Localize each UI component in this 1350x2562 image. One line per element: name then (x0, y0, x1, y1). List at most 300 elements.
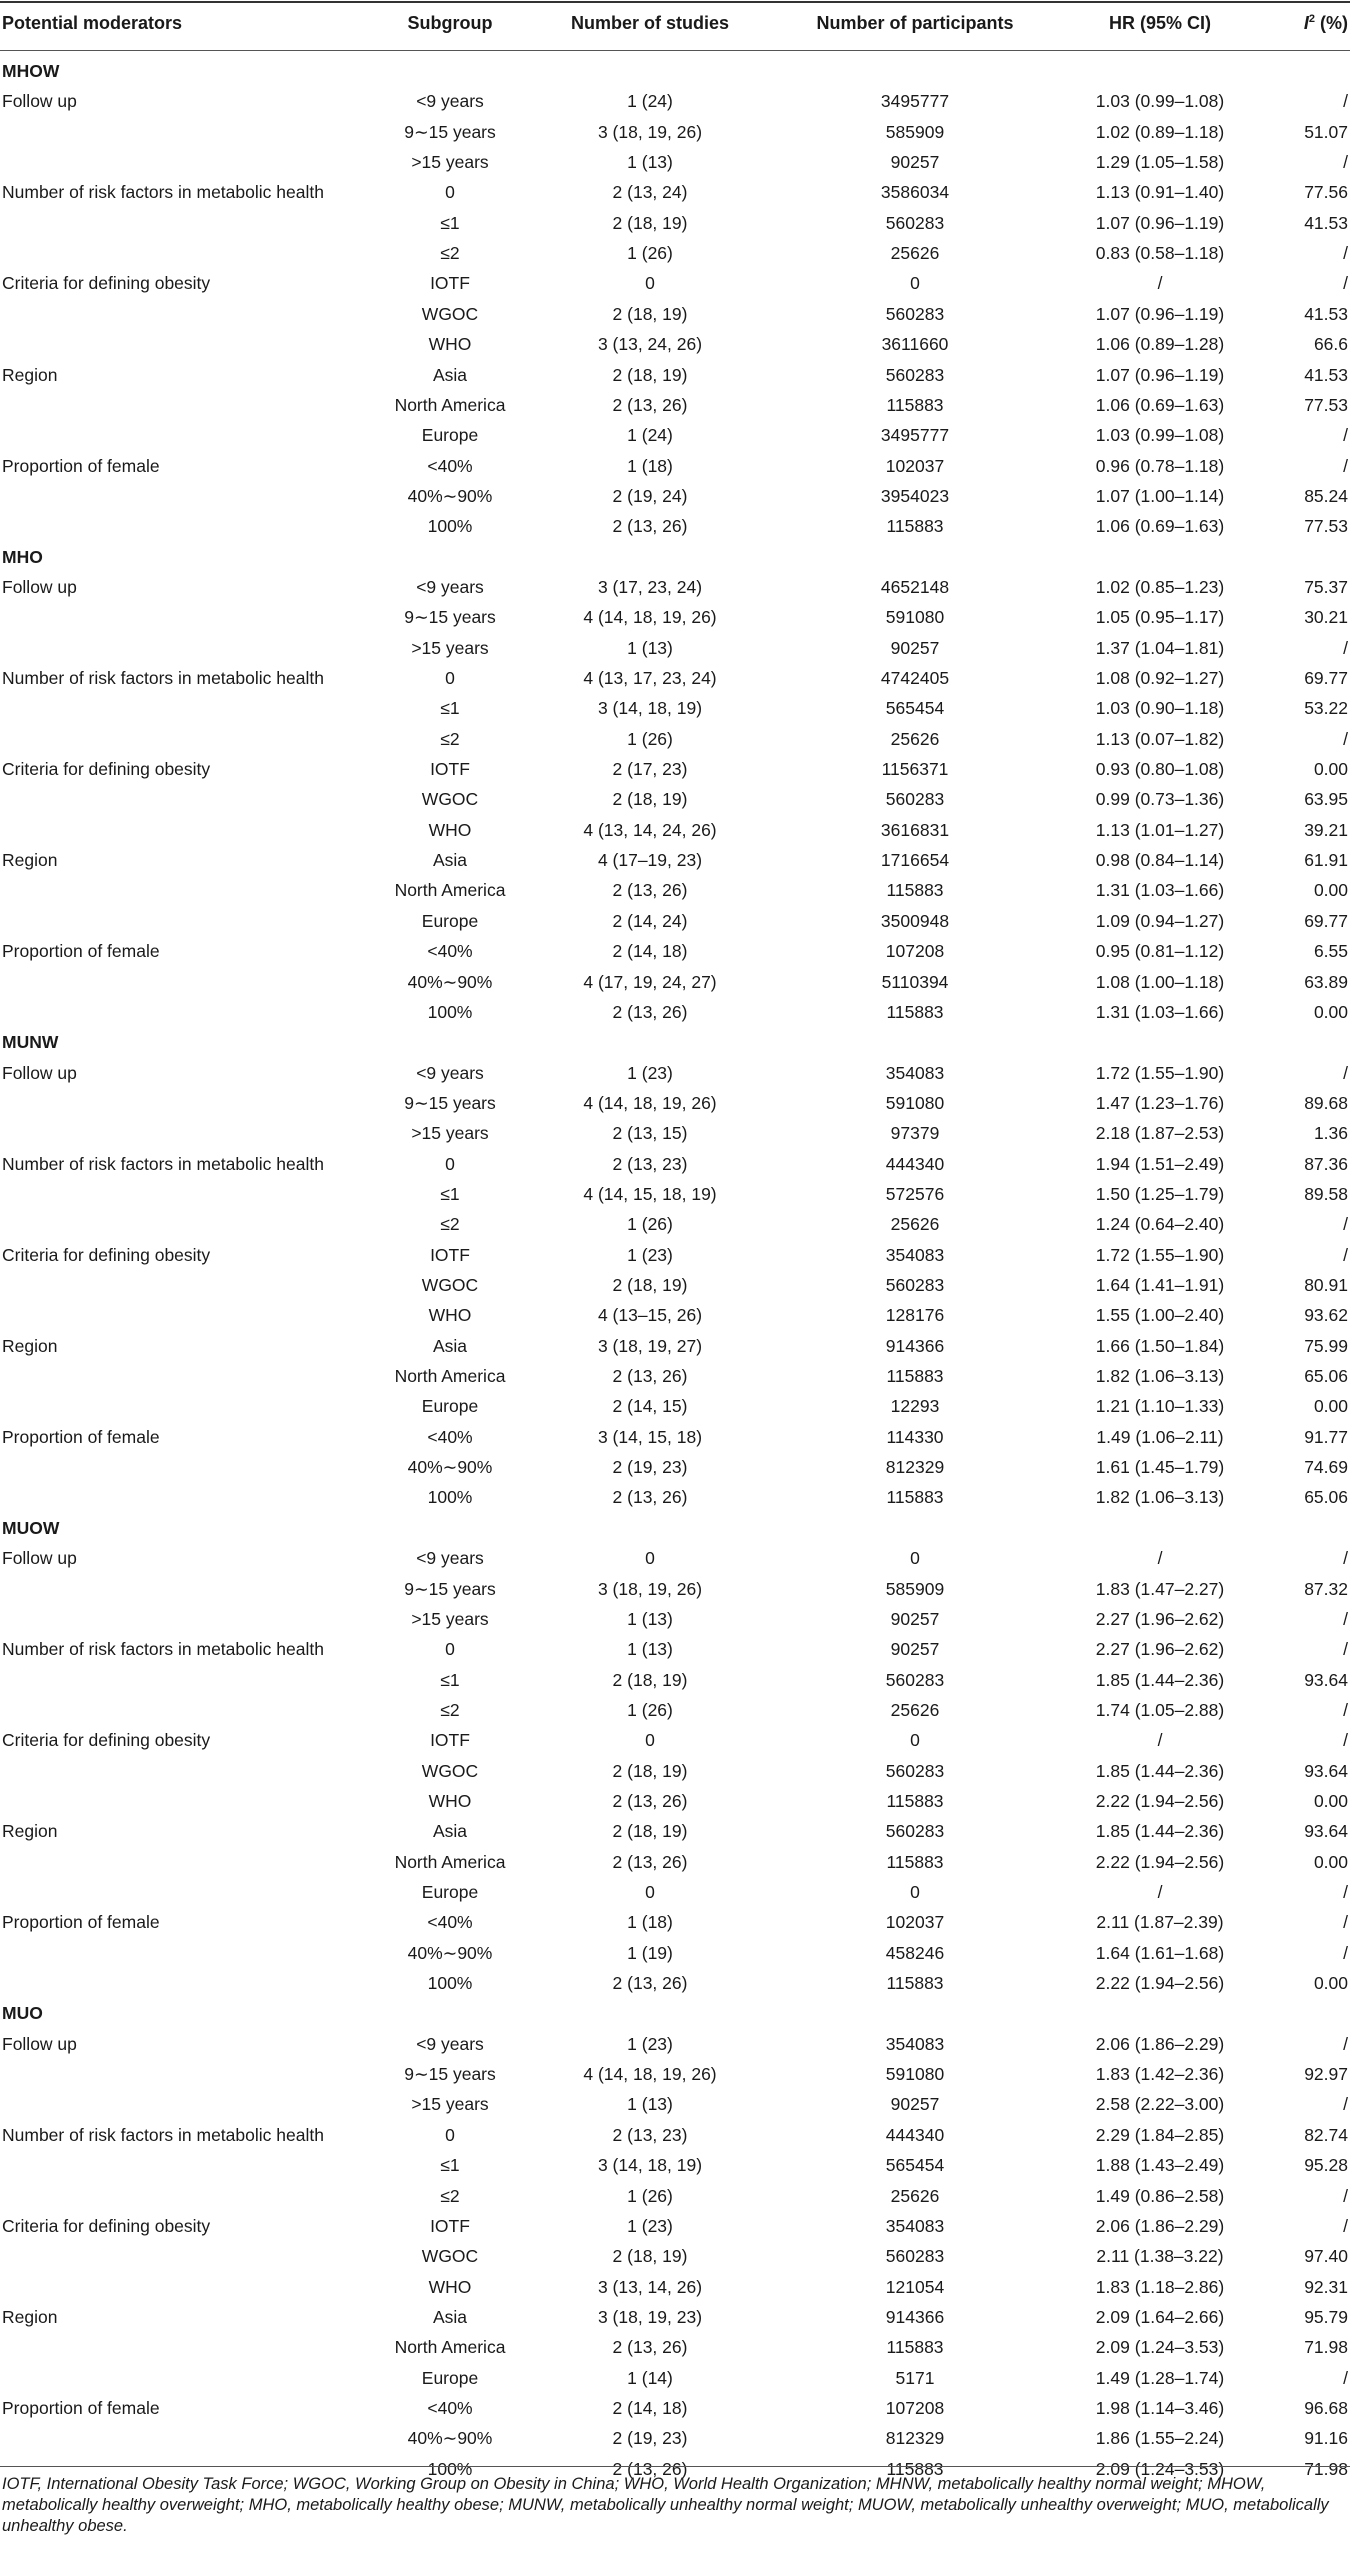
cell-studies: 1 (13) (627, 1639, 673, 1660)
cell-hr: 2.27 (1.96–2.62) (1095, 1608, 1225, 1629)
cell-i2: / (1343, 1912, 1348, 1933)
cell-subgroup: 100% (427, 1973, 473, 1994)
cell-participants: 3616831 (880, 819, 950, 840)
cell-moderator: Proportion of female (2, 1912, 160, 1933)
cell-subgroup: ≤1 (440, 2155, 460, 2176)
cell-moderator: Criteria for defining obesity (2, 759, 211, 780)
cell-participants: 354083 (885, 2215, 945, 2236)
table-row (0, 1301, 1350, 1331)
cell-participants: 585909 (885, 1578, 945, 1599)
cell-subgroup: WGOC (421, 2246, 479, 2267)
cell-studies: 1 (23) (627, 1062, 673, 1083)
table-row (0, 573, 1350, 603)
cell-participants: 560283 (885, 2246, 945, 2267)
cell-hr: 1.03 (0.99–1.08) (1095, 425, 1225, 446)
cell-participants: 3954023 (880, 485, 950, 506)
cell-i2: / (1343, 1244, 1348, 1265)
cell-subgroup: 100% (427, 516, 473, 537)
group-header-row (0, 57, 1350, 87)
cell-studies: 2 (18, 19) (612, 789, 688, 810)
cell-i2: / (1343, 1214, 1348, 1235)
cell-subgroup: ≤2 (440, 1699, 460, 1720)
cell-participants: 354083 (885, 1244, 945, 1265)
cell-hr: 1.09 (0.94–1.27) (1095, 910, 1225, 931)
cell-subgroup: 9∼15 years (404, 1578, 496, 1599)
cell-studies: 2 (18, 19) (612, 1760, 688, 1781)
cell-studies: 4 (14, 15, 18, 19) (583, 1183, 717, 1204)
table-row (0, 2424, 1350, 2454)
cell-i2: 66.6 (1313, 334, 1348, 355)
table-row (0, 1605, 1350, 1635)
cell-subgroup: 40%∼90% (407, 2428, 493, 2449)
cell-studies: 4 (17–19, 23) (597, 850, 703, 871)
cell-studies: 2 (13, 23) (612, 2124, 688, 2145)
cell-hr: 1.07 (0.96–1.19) (1095, 303, 1225, 324)
cell-participants: 25626 (890, 2185, 940, 2206)
cell-participants: 0 (910, 1882, 920, 1902)
table-row (0, 209, 1350, 239)
cell-moderator: Proportion of female (2, 2397, 160, 2418)
cell-subgroup: >15 years (411, 637, 489, 658)
cell-hr: 1.07 (0.96–1.19) (1095, 364, 1225, 385)
cell-studies: 2 (13, 15) (612, 1123, 688, 1144)
cell-i2: 65.06 (1304, 1487, 1348, 1508)
cell-participants: 115883 (886, 1973, 944, 1994)
cell-subgroup: Asia (432, 1335, 468, 1356)
cell-participants: 914366 (885, 2306, 945, 2327)
table-row (0, 1210, 1350, 1240)
cell-studies: 1 (13) (627, 637, 673, 658)
cell-studies: 1 (19) (627, 1942, 673, 1963)
cell-studies: 1 (26) (627, 243, 673, 264)
cell-studies: 4 (13, 17, 23, 24) (583, 668, 717, 688)
cell-studies: 2 (13, 26) (612, 1851, 688, 1872)
table-row (0, 1666, 1350, 1696)
cell-i2: / (1343, 243, 1348, 264)
cell-hr: 1.05 (0.95–1.17) (1095, 607, 1225, 628)
cell-studies: 2 (13, 26) (612, 1366, 688, 1387)
cell-i2: 96.68 (1304, 2397, 1348, 2418)
group-label: MUO (2, 2003, 43, 2024)
table-row (0, 512, 1350, 542)
cell-subgroup: <9 years (416, 1062, 484, 1083)
cell-participants: 0 (910, 1548, 920, 1569)
cell-participants: 591080 (885, 607, 945, 628)
cell-studies: 3 (14, 18, 19) (597, 698, 703, 719)
cell-hr: 2.22 (1.94–2.56) (1095, 1973, 1225, 1994)
cell-participants: 5110394 (881, 971, 949, 992)
cell-participants: 25626 (890, 1214, 940, 1235)
table-row (0, 755, 1350, 785)
cell-i2: 69.77 (1304, 910, 1348, 931)
cell-participants: 812329 (885, 1457, 945, 1478)
cell-hr: 1.49 (1.28–1.74) (1095, 2367, 1225, 2388)
cell-subgroup: Asia (432, 850, 468, 871)
cell-studies: 3 (18, 19, 26) (597, 1578, 703, 1599)
table-row (0, 2212, 1350, 2242)
cell-participants: 0 (910, 273, 920, 294)
cell-i2: / (1343, 455, 1348, 476)
cell-hr: 1.72 (1.55–1.90) (1095, 1244, 1225, 1265)
table-row (0, 2030, 1350, 2060)
cell-subgroup: 40%∼90% (407, 971, 493, 992)
cell-hr: 1.13 (0.07–1.82) (1095, 728, 1225, 749)
cell-participants: 458246 (885, 1942, 945, 1963)
cell-studies: 0 (645, 1548, 655, 1569)
cell-hr: 1.74 (1.05–2.88) (1095, 1699, 1225, 1720)
cell-hr: 1.82 (1.06–3.13) (1095, 1366, 1225, 1387)
cell-participants: 591080 (885, 1092, 945, 1113)
cell-hr: 1.13 (0.91–1.40) (1095, 182, 1225, 203)
cell-hr: 1.06 (0.89–1.28) (1095, 334, 1225, 355)
cell-subgroup: 9∼15 years (404, 121, 496, 142)
cell-hr: 0.93 (0.80–1.08) (1095, 759, 1225, 780)
cell-hr: 0.83 (0.58–1.18) (1095, 243, 1225, 264)
cell-hr: 2.11 (1.87–2.39) (1096, 1912, 1224, 1933)
table-row (0, 603, 1350, 633)
cell-participants: 102037 (885, 1912, 945, 1933)
cell-studies: 0 (645, 1882, 655, 1902)
cell-hr: 1.03 (0.99–1.08) (1095, 91, 1225, 112)
table-row (0, 330, 1350, 360)
table-row (0, 2242, 1350, 2272)
header-i2 (1304, 13, 1348, 34)
header-hr: HR (95% CI) (1108, 13, 1211, 33)
cell-hr: 1.66 (1.50–1.84) (1095, 1335, 1225, 1356)
header-subgroup: Subgroup (407, 13, 493, 33)
cell-moderator: Criteria for defining obesity (2, 273, 211, 294)
table-row (0, 1241, 1350, 1271)
cell-hr: 1.24 (0.64–2.40) (1095, 1214, 1225, 1235)
cell-i2: / (1343, 2033, 1348, 2054)
cell-subgroup: <40% (427, 455, 473, 476)
cell-hr: 1.85 (1.44–2.36) (1095, 1821, 1225, 1842)
cell-i2: 61.91 (1304, 850, 1348, 871)
cell-studies: 4 (14, 18, 19, 26) (583, 2064, 717, 2085)
group-label: MHO (2, 546, 43, 567)
cell-hr: 1.85 (1.44–2.36) (1095, 1760, 1225, 1781)
cell-i2: 93.62 (1304, 1305, 1348, 1326)
cell-studies: 2 (19, 23) (612, 1457, 688, 1478)
cell-participants: 90257 (890, 2094, 940, 2115)
cell-subgroup: ≤1 (440, 1183, 460, 1204)
cell-hr: / (1157, 273, 1163, 294)
cell-moderator: Follow up (2, 1548, 77, 1569)
cell-moderator: Number of risk factors in metabolic health (2, 182, 324, 203)
cell-subgroup: 9∼15 years (404, 607, 496, 628)
cell-i2: 77.53 (1304, 516, 1348, 537)
cell-studies: 1 (18) (627, 1912, 673, 1933)
table-row (0, 1544, 1350, 1574)
table-row (0, 421, 1350, 451)
cell-studies: 4 (17, 19, 24, 27) (583, 971, 717, 992)
table-row (0, 239, 1350, 269)
cell-participants: 4652148 (880, 576, 950, 597)
cell-moderator: Proportion of female (2, 941, 160, 962)
cell-participants: 1156371 (881, 759, 949, 780)
cell-subgroup: ≤2 (440, 2185, 460, 2206)
cell-studies: 2 (14, 18) (612, 941, 688, 962)
cell-studies: 3 (13, 24, 26) (597, 334, 703, 355)
cell-participants: 560283 (885, 789, 945, 810)
table-row (0, 725, 1350, 755)
table-row (0, 1119, 1350, 1149)
cell-subgroup: IOTF (430, 1244, 470, 1265)
cell-hr: 1.83 (1.18–2.86) (1095, 2276, 1225, 2297)
cell-subgroup: Asia (432, 2306, 468, 2327)
table-row (0, 968, 1350, 998)
cell-i2: 77.53 (1304, 394, 1348, 415)
cell-studies: 1 (26) (627, 728, 673, 749)
cell-studies: 2 (13, 24) (612, 182, 688, 203)
cell-participants: 565454 (885, 698, 945, 719)
cell-i2: / (1343, 2215, 1348, 2236)
cell-participants: 0 (910, 1730, 920, 1751)
cell-participants: 3586034 (880, 182, 950, 203)
cell-i2: 93.64 (1304, 1669, 1348, 1690)
cell-studies: 3 (14, 18, 19) (597, 2155, 703, 2176)
cell-i2: 71.98 (1304, 2458, 1348, 2479)
cell-hr: 0.98 (0.84–1.14) (1095, 850, 1225, 871)
table-row (0, 998, 1350, 1028)
cell-studies: 1 (14) (627, 2367, 673, 2388)
cell-studies: 1 (23) (627, 2033, 673, 2054)
cell-participants: 560283 (885, 1821, 945, 1842)
cell-studies: 2 (13, 23) (612, 1153, 688, 1174)
table-row (0, 1757, 1350, 1787)
cell-subgroup: IOTF (430, 759, 470, 780)
cell-i2: 0.00 (1313, 1973, 1348, 1994)
cell-hr: 2.06 (1.86–2.29) (1095, 2215, 1225, 2236)
cell-participants: 585909 (885, 121, 945, 142)
table-row (0, 1726, 1350, 1756)
cell-participants: 444340 (885, 2124, 945, 2145)
cell-studies: 4 (14, 18, 19, 26) (583, 1092, 717, 1113)
cell-hr: 1.64 (1.41–1.91) (1095, 1275, 1225, 1295)
cell-subgroup: 100% (427, 1487, 473, 1508)
cell-participants: 115883 (886, 1001, 944, 1022)
cell-participants: 3495777 (880, 91, 950, 112)
cell-studies: 1 (13) (627, 2094, 673, 2115)
cell-subgroup: WHO (428, 2276, 472, 2297)
cell-participants: 3611660 (881, 334, 949, 355)
cell-subgroup: <9 years (416, 91, 484, 112)
cell-participants: 1716654 (880, 850, 950, 871)
cell-moderator: Follow up (2, 91, 77, 112)
cell-i2: 82.74 (1304, 2124, 1348, 2145)
cell-studies: 1 (13) (627, 1608, 673, 1629)
cell-moderator: Criteria for defining obesity (2, 2215, 211, 2236)
table-row (0, 178, 1350, 208)
cell-studies: 2 (13, 26) (612, 2458, 688, 2479)
cell-subgroup: <40% (427, 941, 473, 962)
cell-participants: 128176 (885, 1305, 945, 1326)
cell-studies: 1 (23) (627, 1244, 673, 1265)
cell-studies: 2 (19, 24) (612, 485, 688, 506)
table-row (0, 361, 1350, 391)
table-row (0, 2364, 1350, 2394)
header-moderators: Potential moderators (2, 13, 183, 33)
table-row (0, 1423, 1350, 1453)
cell-participants: 97379 (890, 1123, 940, 1144)
cell-moderator: Proportion of female (2, 455, 160, 476)
cell-moderator: Number of risk factors in metabolic health (2, 2124, 324, 2145)
cell-hr: 1.98 (1.14–3.46) (1095, 2397, 1225, 2418)
cell-participants: 25626 (890, 728, 940, 749)
table-row (0, 694, 1350, 724)
cell-moderator: Criteria for defining obesity (2, 1244, 211, 1265)
cell-hr: 1.02 (0.89–1.18) (1095, 121, 1225, 142)
cell-subgroup: >15 years (411, 2094, 489, 2115)
cell-subgroup: North America (394, 394, 506, 415)
cell-subgroup: 100% (427, 2458, 473, 2479)
group-header-row (0, 543, 1350, 573)
cell-studies: 1 (24) (627, 91, 673, 112)
group-header-row (0, 1514, 1350, 1544)
cell-i2: 30.21 (1304, 607, 1348, 628)
cell-subgroup: WHO (428, 334, 472, 355)
table-row (0, 2273, 1350, 2303)
cell-hr: 1.85 (1.44–2.36) (1095, 1669, 1225, 1690)
cell-studies: 2 (13, 26) (612, 394, 688, 415)
cell-hr: 2.11 (1.38–3.22) (1096, 2246, 1224, 2267)
cell-hr: 1.82 (1.06–3.13) (1095, 1487, 1225, 1508)
cell-i2: 6.55 (1313, 941, 1348, 962)
table-row (0, 1878, 1350, 1908)
cell-participants: 560283 (885, 303, 945, 324)
cell-i2: 53.22 (1304, 698, 1348, 719)
cell-participants: 354083 (885, 2033, 945, 2054)
cell-moderator: Number of risk factors in metabolic health (2, 668, 324, 688)
group-label: MHOW (2, 61, 60, 81)
cell-i2: 91.77 (1304, 1426, 1348, 1447)
cell-i2: / (1343, 1882, 1348, 1902)
cell-hr: / (1157, 1548, 1163, 1569)
cell-i2: / (1343, 91, 1348, 112)
cell-participants: 90257 (890, 1608, 940, 1629)
cell-i2: 63.89 (1304, 971, 1348, 992)
cell-subgroup: 40%∼90% (407, 1942, 493, 1963)
table-row (0, 2060, 1350, 2090)
cell-subgroup: ≤1 (440, 212, 460, 233)
cell-hr: 1.08 (0.92–1.27) (1095, 668, 1225, 688)
cell-subgroup: 0 (445, 182, 455, 203)
cell-participants: 591080 (885, 2064, 945, 2085)
cell-participants: 115883 (886, 1851, 944, 1872)
cell-i2: 93.64 (1304, 1821, 1348, 1842)
cell-hr: 1.13 (1.01–1.27) (1095, 819, 1225, 840)
table-row (0, 1908, 1350, 1938)
cell-participants: 25626 (890, 1699, 940, 1720)
cell-subgroup: <40% (427, 2397, 473, 2418)
cell-subgroup: 100% (427, 1001, 473, 1022)
cell-subgroup: Europe (421, 2367, 479, 2388)
table-row (0, 2090, 1350, 2120)
table-row (0, 1696, 1350, 1726)
cell-i2: / (1343, 1548, 1348, 1569)
cell-hr: 1.02 (0.85–1.23) (1095, 576, 1225, 597)
cell-i2: / (1343, 425, 1348, 446)
group-label: MUNW (2, 1032, 59, 1053)
cell-studies: 2 (18, 19) (612, 212, 688, 233)
cell-i2: 80.91 (1304, 1275, 1348, 1295)
cell-i2: 92.31 (1304, 2276, 1348, 2297)
cell-studies: 3 (13, 14, 26) (597, 2276, 703, 2297)
cell-hr: 2.09 (1.24–3.53) (1095, 2337, 1225, 2358)
cell-hr: 2.22 (1.94–2.56) (1095, 1790, 1225, 1811)
header-i2-letter: I (1303, 13, 1309, 33)
cell-participants: 4742405 (880, 668, 950, 688)
table-row (0, 1089, 1350, 1119)
cell-subgroup: IOTF (430, 2215, 470, 2236)
cell-studies: 4 (13, 14, 24, 26) (583, 819, 717, 840)
cell-moderator: Proportion of female (2, 1426, 160, 1447)
cell-subgroup: Asia (432, 1821, 468, 1842)
cell-hr: 2.09 (1.24–3.53) (1095, 2458, 1225, 2479)
table-row (0, 269, 1350, 299)
cell-i2: / (1343, 273, 1348, 294)
cell-participants: 90257 (890, 637, 940, 658)
cell-i2: 89.68 (1304, 1092, 1348, 1113)
cell-subgroup: <9 years (416, 1548, 484, 1569)
cell-studies: 2 (19, 23) (612, 2428, 688, 2449)
cell-subgroup: 40%∼90% (407, 1457, 493, 1478)
cell-moderator: Region (2, 850, 58, 871)
table-bottom-rule (0, 2466, 1350, 2467)
cell-participants: 115883 (886, 1487, 944, 1508)
cell-studies: 1 (26) (627, 1214, 673, 1235)
cell-participants: 560283 (885, 364, 945, 385)
cell-studies: 2 (18, 19) (612, 1275, 688, 1295)
cell-studies: 0 (645, 1730, 655, 1751)
table-footnote: IOTF, International Obesity Task Force; WGOC, Working Group on Obesity in China; WHO, World Health Organization; MHNW, metabolically healthy normal weight; MHOW, metabolically healthy overweight; MHO, metabolically healthy obese; MUNW, metabolically unhealthy normal weight; MUOW, metabolically unhealthy overweight; MUO, metabolically unhealthy obese. (2, 2475, 1329, 2535)
cell-participants: 354083 (885, 1062, 945, 1083)
cell-subgroup: 40%∼90% (407, 485, 493, 506)
cell-subgroup: ≤2 (440, 1214, 460, 1235)
header-i2-sup: 2 (1308, 13, 1315, 25)
cell-i2: 41.53 (1304, 212, 1348, 233)
cell-participants: 560283 (885, 1669, 945, 1690)
cell-participants: 114330 (886, 1426, 944, 1447)
cell-participants: 444340 (885, 1153, 945, 1174)
cell-studies: 2 (17, 23) (612, 759, 688, 780)
cell-hr: / (1157, 1730, 1163, 1751)
cell-studies: 0 (645, 273, 655, 294)
cell-hr: 1.03 (0.90–1.18) (1095, 698, 1225, 719)
cell-moderator: Region (2, 364, 58, 385)
cell-subgroup: WHO (428, 819, 472, 840)
cell-subgroup: 0 (445, 668, 455, 688)
cell-hr: 0.99 (0.73–1.36) (1095, 789, 1225, 810)
cell-studies: 2 (18, 19) (612, 1669, 688, 1690)
cell-hr: 1.21 (1.10–1.33) (1095, 1396, 1225, 1417)
cell-participants: 5171 (895, 2367, 935, 2388)
table-row (0, 452, 1350, 482)
table-row (0, 1332, 1350, 1362)
cell-studies: 2 (13, 26) (612, 516, 688, 537)
cell-hr: 1.06 (0.69–1.63) (1095, 516, 1225, 537)
table-row (0, 148, 1350, 178)
cell-subgroup: 0 (445, 1153, 455, 1174)
cell-participants: 115883 (886, 2458, 944, 2479)
table-row (0, 2182, 1350, 2212)
table-row (0, 1059, 1350, 1089)
table-row (0, 1848, 1350, 1878)
cell-studies: 2 (14, 15) (612, 1396, 688, 1417)
cell-hr: 2.22 (1.94–2.56) (1095, 1851, 1225, 1872)
cell-participants: 3495777 (880, 425, 950, 446)
cell-subgroup: North America (394, 1366, 506, 1387)
